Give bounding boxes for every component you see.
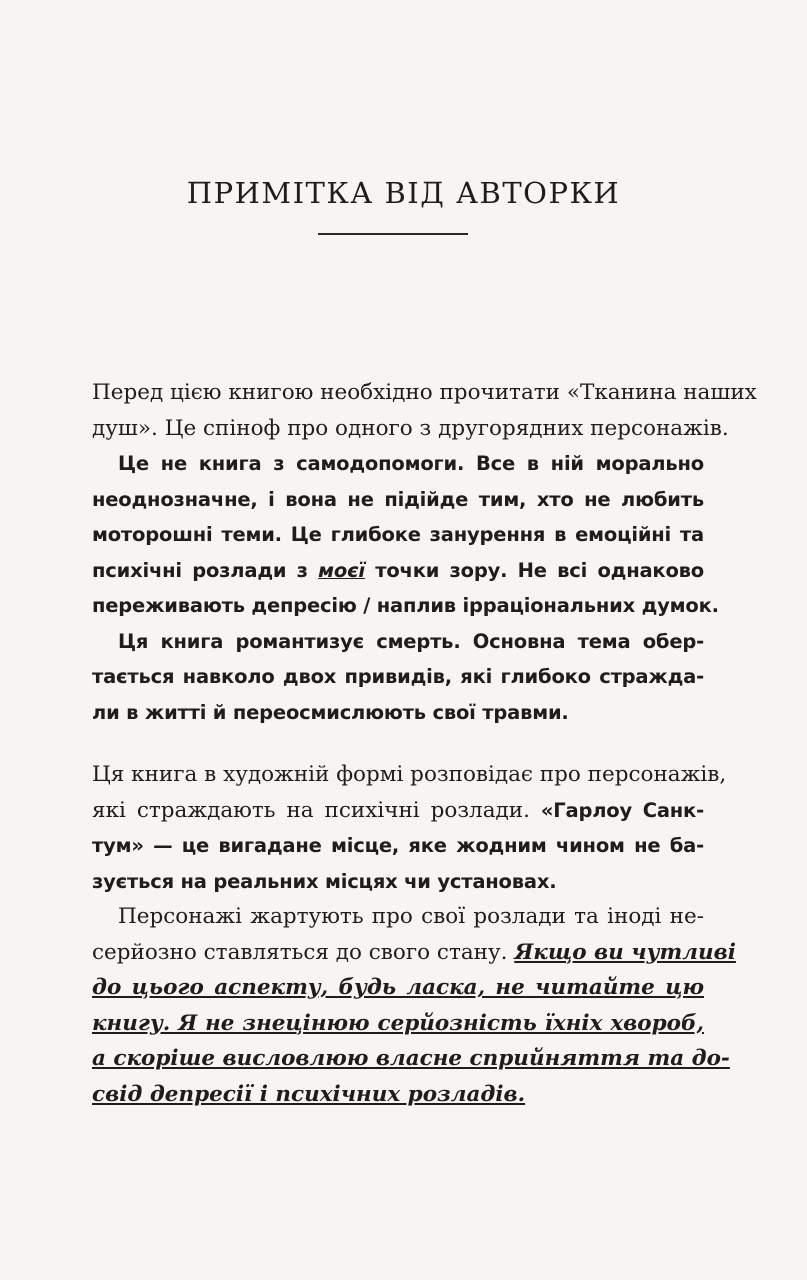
section-1 — [92, 375, 757, 730]
text-line: душ». Це спіноф про одного з другорядних персонажів. — [92, 415, 729, 441]
section-2 — [92, 757, 736, 1112]
warning-line: свід депресії і психічних розладів. — [92, 1081, 526, 1107]
text-line: тум» — це вигадане місце, яке жодним чином не ба- — [92, 834, 704, 857]
text-run: точки зору. Не всі однаково — [364, 558, 704, 582]
text-line — [92, 793, 704, 829]
text-run: серйозно ставляться до свого стану. — [92, 939, 515, 965]
text-line: моторошні теми. Це глибоке занурення в емоційні та — [92, 523, 704, 546]
warning-line: а скоріше висловлюю власне сприйняття та до- — [92, 1046, 730, 1071]
emphasis-word: моєї — [318, 558, 365, 582]
text-run-bold: «Гарлоу Санк- — [540, 798, 704, 822]
title-divider — [318, 233, 468, 235]
text-line: ли в житті й переосмислюють свої травми. — [92, 700, 569, 724]
text-line: тається навколо двох привидів, які глибоко стражда- — [92, 665, 704, 688]
text-line: Перед цією книгою необхідно прочитати «Тканина наших — [92, 380, 757, 405]
text-line: зується на реальних місцях чи установах. — [92, 869, 557, 893]
text-line: неоднозначне, і вона не підійде тим, хто не любить — [92, 487, 704, 511]
text-line: Ця книга романтизує смерть. Основна тема обер- — [118, 629, 704, 653]
text-run: які страждають на психічні розлади. — [92, 797, 541, 823]
warning-line: до цього аспекту, будь ласка, не читайте цю — [92, 975, 704, 1000]
text-run: психічні розлади з — [92, 558, 319, 582]
text-line — [92, 553, 704, 589]
text-line: переживають депресію / наплив ірраціональних думок. — [92, 594, 719, 617]
page-title: ПРИМІТКА ВІД АВТОРКИ — [186, 176, 621, 210]
text-line: Це не книга з самодопомоги. Все в ній морально — [118, 452, 704, 475]
warning-text: Якщо ви чутливі — [514, 939, 736, 965]
text-line — [92, 935, 736, 971]
text-line: Ця книга в художній формі розповідає про персонажів, — [92, 762, 727, 787]
warning-line: книгу. Я не знецінюю серйозність їхніх хвороб, — [92, 1010, 704, 1036]
text-line: Персонажі жартують про свої розлади та іноді не- — [118, 904, 704, 929]
